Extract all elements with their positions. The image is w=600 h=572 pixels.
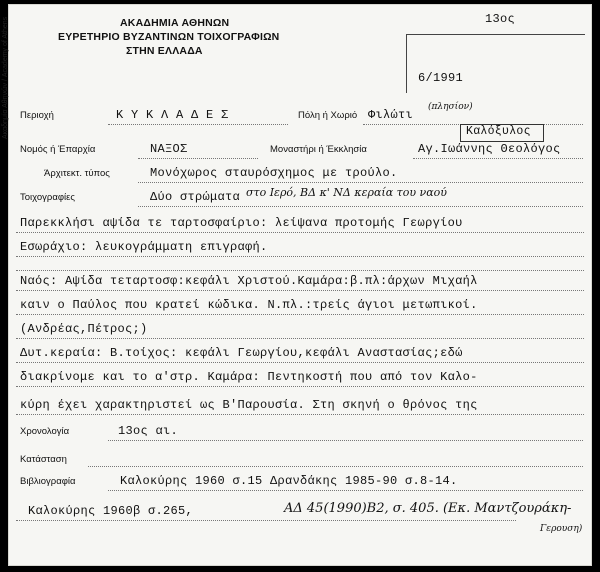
desc-line-5: (Ανδρέας,Πέτρος;) [20,322,148,336]
value-chronology: 13ος αι. [118,424,179,438]
desc-line-4: καιν ο Παύλος που κρατεί κώδικα. Ν.πλ.:τρείς άγιοι μετωπικοί. [20,298,478,312]
rule [413,158,583,159]
index-title: ΕΥΡΕΤΗΡΙΟ ΒΥΖΑΝΤΙΝΩΝ ΤΟΙΧΟΓΡΑΦΙΩΝ [58,31,280,43]
value-murals-hand: στο Ιερό, ΒΔ κ' ΝΔ κεραία του ναού [246,186,447,199]
desc-line-8: κύρη έχει χαρακτηριστεί ως Β'Παρουσία. Στη σκηνή ο θρόνος της [20,398,478,412]
rule [16,290,584,291]
desc-line-6: Δυτ.κεραία: Β.τοίχος: κεφάλι Γεωργίου,κεφάλι Αναστασίας;εδώ [20,346,463,360]
label-bibliography: Βιβλιογραφία [20,476,76,487]
rule [16,520,516,521]
index-card [2,4,592,566]
rule [16,232,584,233]
rule [16,414,584,415]
desc-line-1: Παρεκκλήσι αψίδα τε ταρτοσφαίριο: λείψανα προτομής Γεωργίου [20,216,463,230]
desc-line-7: διακρίνομε και το α'στρ. Καμάρα: Πεντηκοστή που από τον Καλο- [20,370,478,384]
label-condition: Κατάσταση [20,454,67,465]
rule [16,256,584,257]
label-prefecture: Νομός ή Έπαρχία [20,144,96,155]
label-monastery: Μοναστήρι ή Έκκλησία [270,144,367,155]
desc-line-3: Ναός: Αψίδα τεταρτοσφ:κεφάλι Χριστού.Καμάρα:β.πλ:άρχων Μιχαήλ [20,274,478,288]
value-arch-type: Μονόχωρος σταυρόσχημος με τρούλο. [150,166,398,180]
side-caption: Ακαδημία Αθηνών / Academy of Athens [2,16,9,139]
rule [16,338,584,339]
label-city: Πόλη ή Χωριό [298,110,358,121]
rule [16,314,584,315]
rule [16,270,584,271]
rule [108,124,288,125]
index-subtitle: ΣΤΗΝ ΕΛΛΑΔΑ [126,45,203,57]
value-region: Κ Υ Κ Λ Α Δ Ε Σ [116,108,229,122]
record-number: 6/1991 [418,71,464,85]
bibliography-line-2: Καλοκύρης 1960β σ.265, [28,504,194,518]
value-murals: Δύο στρώματα [150,190,241,204]
rule [16,386,584,387]
label-region: Περιοχή [20,110,54,121]
bibliography-handwritten: ΑΔ 45(1990)Β2, σ. 405. (Εκ. Μαντζουράκη- [284,501,572,516]
desc-line-2: Εσωράχιο: λευκογράμματη επιγραφή. [20,240,268,254]
rule [88,466,583,467]
label-murals: Τοιχογραφίες [20,192,75,203]
rule [138,158,258,159]
century-code: 13ος [485,12,516,26]
value-prefecture: ΝΑΞΟΣ [150,142,188,156]
rule [138,206,583,207]
bibliography-handwritten-2: Γερουση) [540,524,583,534]
label-arch-type: Άρχιτεκτ. τύπος [44,168,110,179]
rule [16,362,584,363]
bibliography-line-1: Καλοκύρης 1960 σ.15 Δρανδάκης 1985-90 σ.8-14. [120,474,458,488]
label-chronology: Χρονολογία [20,426,70,437]
value-church-box: Καλόξυλος [466,125,531,138]
value-city: Φιλώτι [368,108,414,122]
rule [138,182,583,183]
rule [108,490,583,491]
value-city-note: (πλησίον) [428,102,473,112]
value-church: Αγ.Ιωάννης Θεολόγος [418,142,561,156]
institution-name: ΑΚΑΔΗΜΙΑ ΑΘΗΝΩΝ [120,17,230,29]
rule [108,440,583,441]
